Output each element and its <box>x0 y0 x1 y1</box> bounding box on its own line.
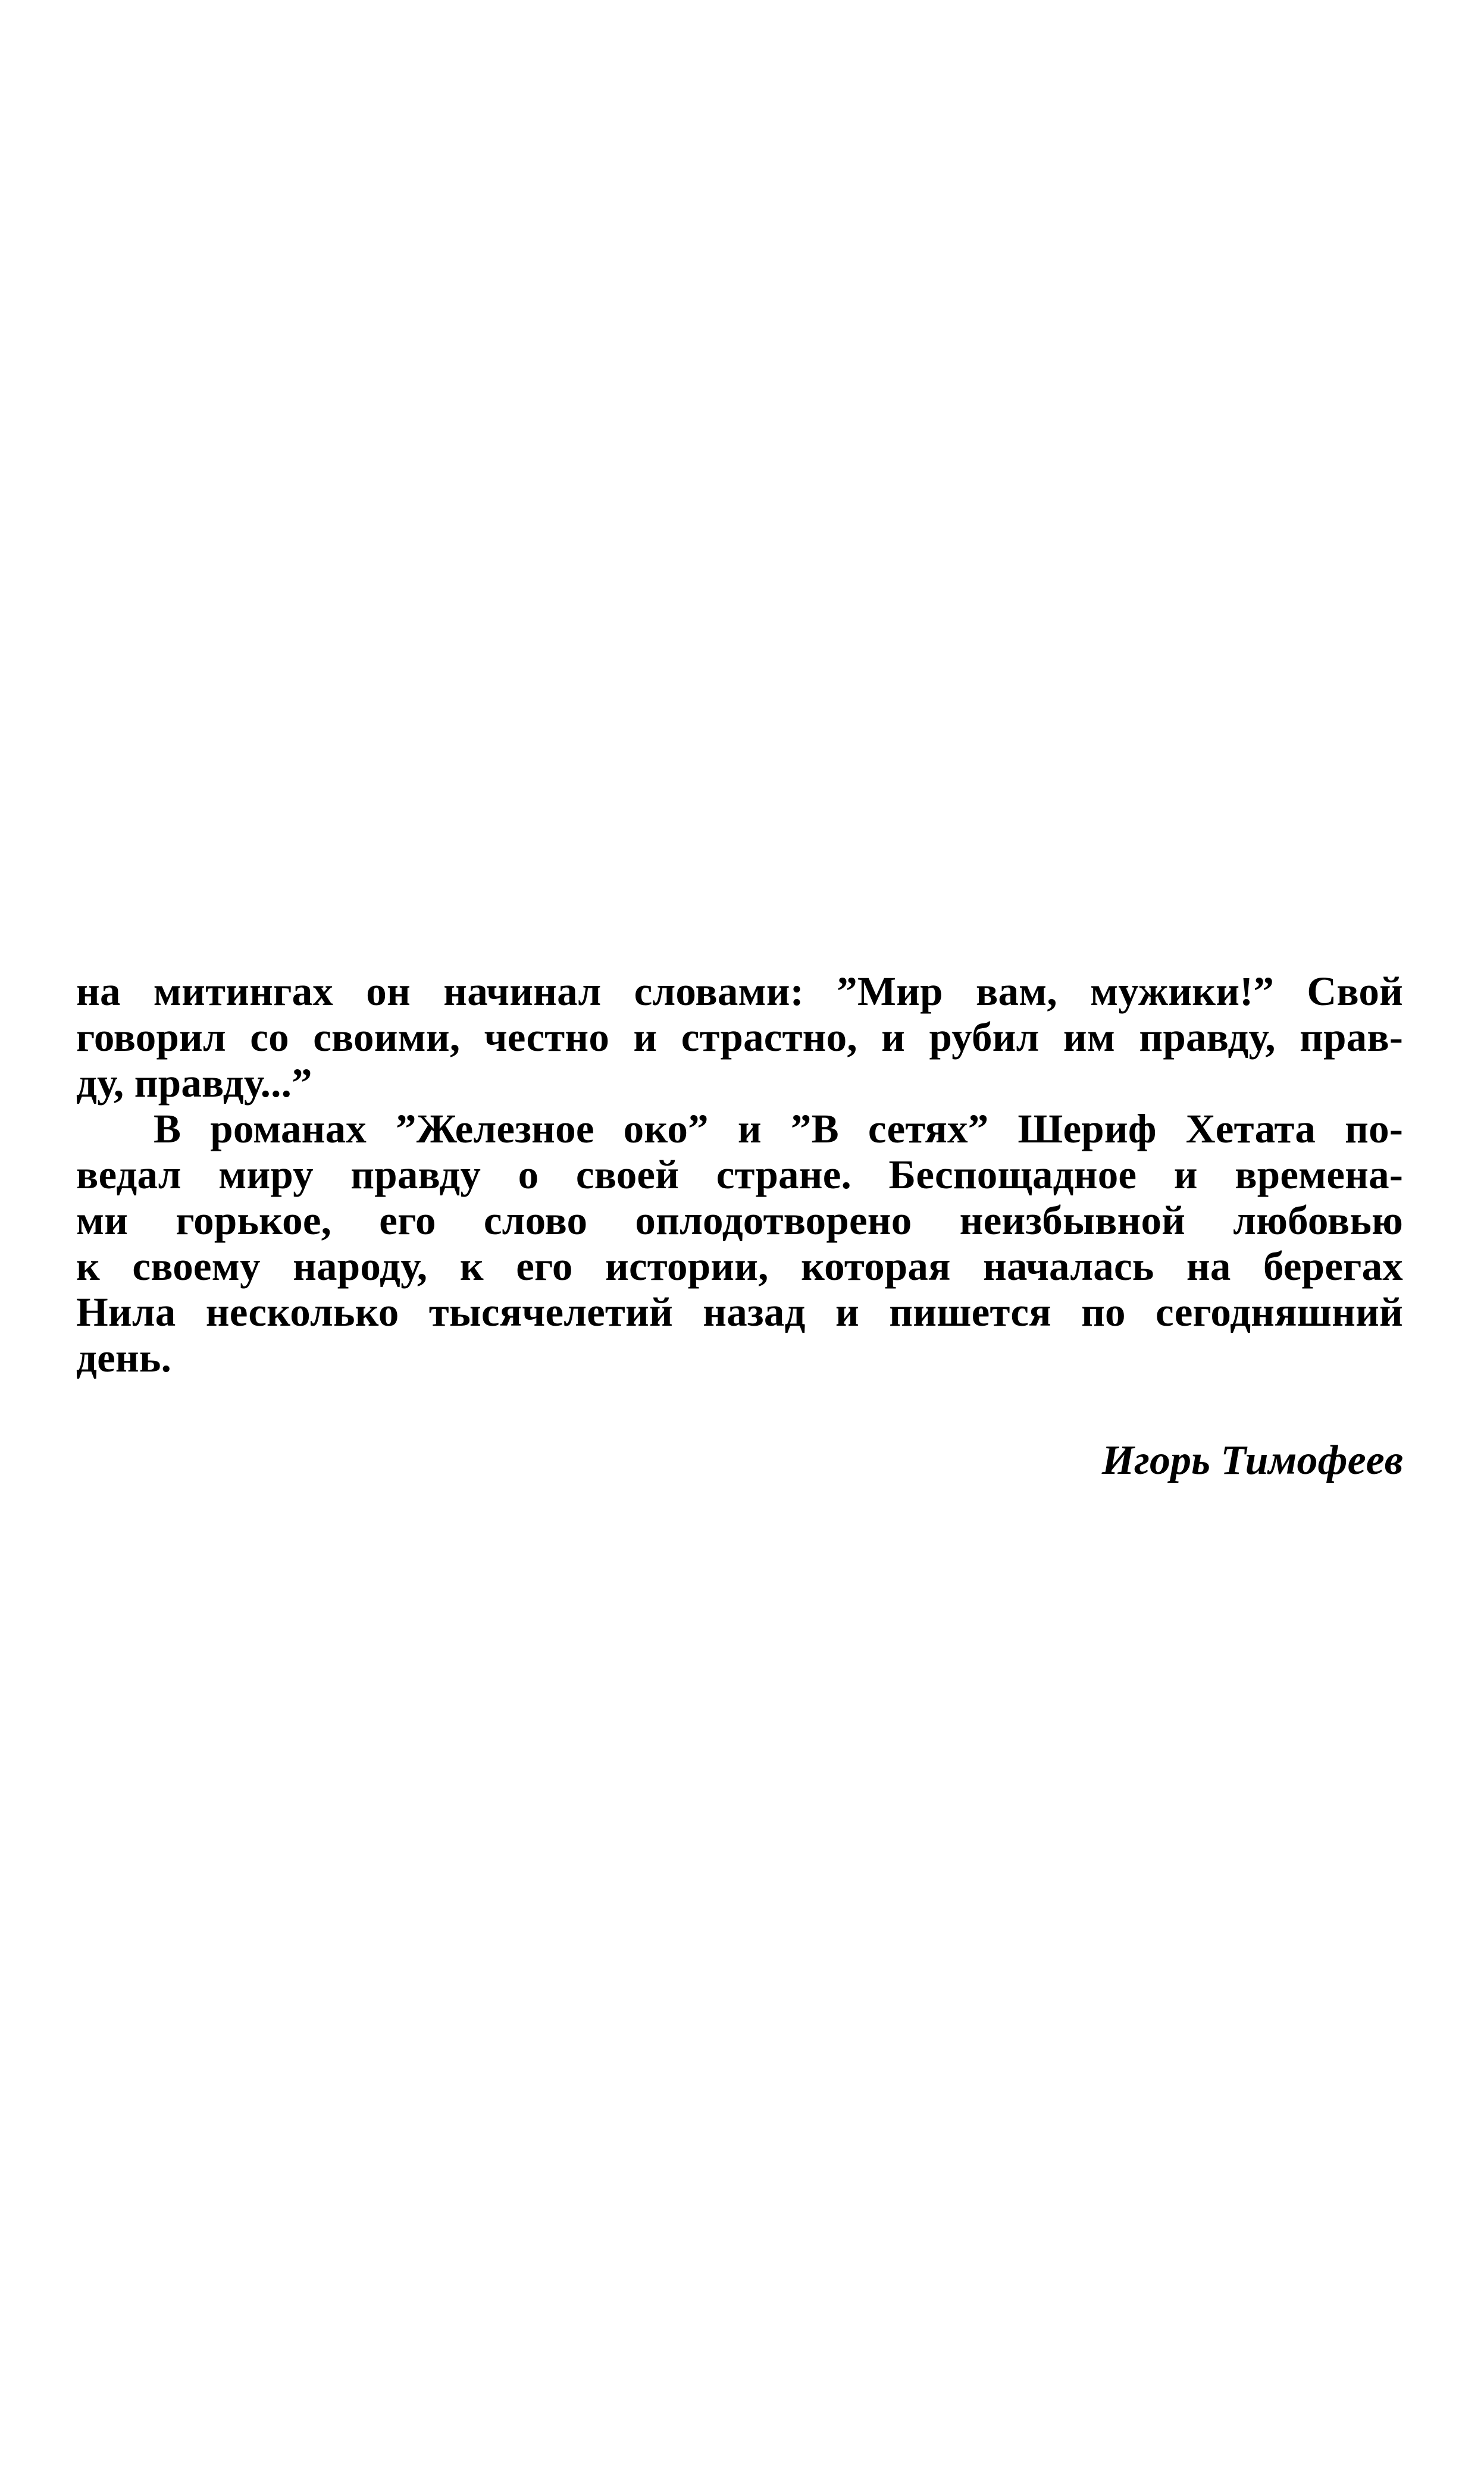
text-line: Нила несколько тысячелетий назад и пишется по сегодняшний <box>76 1289 1403 1335</box>
text-line: В романах ”Железное око” и ”В сетях” Шериф Хетата по- <box>154 1106 1403 1151</box>
text-line: ми горькое, его слово оплодотворено неизбывной любовью <box>76 1198 1403 1243</box>
text-line: к своему народу, к его истории, которая началась на берегах <box>76 1244 1403 1289</box>
text-line: ду, правду...” <box>76 1060 312 1106</box>
text-line: говорил со своими, честно и страстно, и рубил им правду, прав- <box>76 1015 1403 1060</box>
author-signature: Игорь Тимофеев <box>1101 1438 1403 1483</box>
text-line: день. <box>76 1335 172 1380</box>
body-text <box>76 969 1403 1381</box>
text-line: ведал миру правду о своей стране. Беспощадное и времена- <box>76 1152 1403 1197</box>
text-line: на митингах он начинал словами: ”Мир вам, мужики!” Свой <box>76 969 1403 1014</box>
